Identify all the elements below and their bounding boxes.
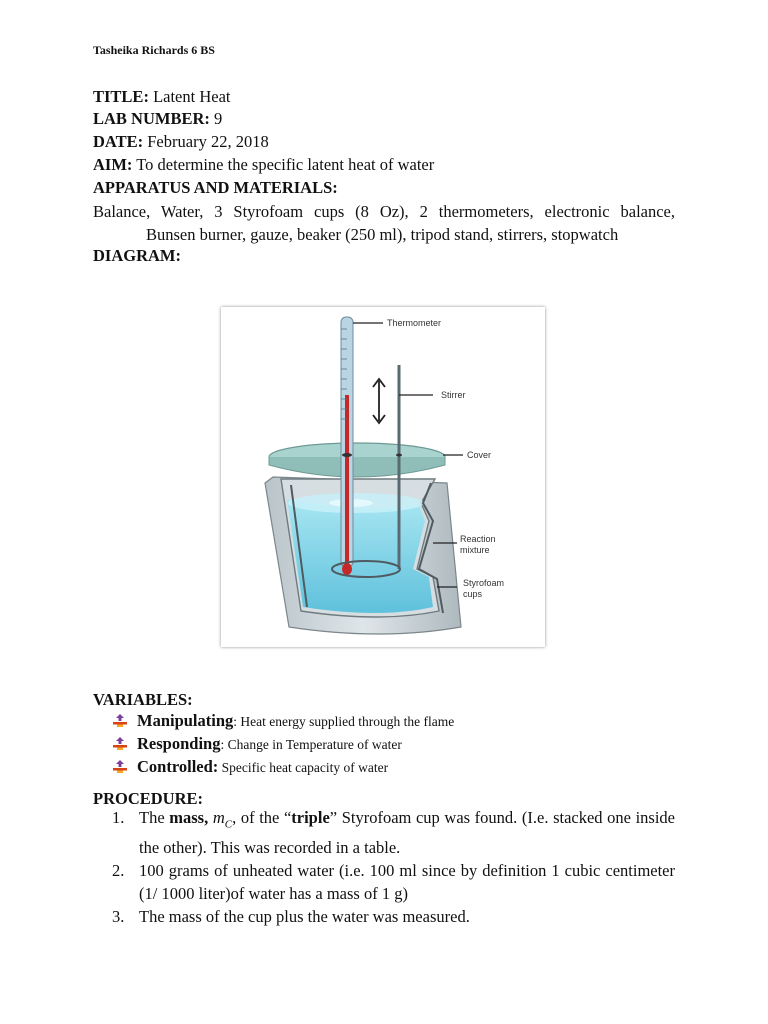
water (287, 499, 433, 613)
variable-description: Heat energy supplied through the flame (237, 714, 455, 729)
variable-responding (113, 732, 454, 755)
variables-list (113, 709, 454, 778)
date-value: February 22, 2018 (147, 132, 269, 151)
apparatus-line-1: Balance, Water, 3 Styrofoam cups (8 Oz), 2 thermometers, electronic balance, (93, 202, 675, 221)
label-stirrer: Stirrer (441, 390, 466, 400)
author-header: Tasheika Richards 6 BS (93, 43, 215, 57)
calorimeter-illustration (221, 307, 545, 647)
bullet-arrow-icon (113, 736, 127, 750)
label-styrofoam-1: Styrofoam (463, 578, 505, 588)
label-reaction-1: Reaction (460, 534, 496, 544)
date-line (93, 131, 269, 153)
step-text: 100 grams of unheated water (i.e. 100 ml since by definition 1 cubic centimeter (1/ 1000 liter)of water has a mass of 1 g) (139, 861, 675, 904)
title-line (93, 86, 230, 108)
procedure-step-3 (112, 905, 675, 928)
procedure-heading: PROCEDURE: (93, 789, 203, 808)
title-label: TITLE: (93, 87, 149, 106)
apparatus-diagram (221, 307, 545, 647)
label-styrofoam-2: cups (463, 589, 483, 599)
variables-heading: VARIABLES: (93, 690, 193, 709)
title-value: Latent Heat (153, 87, 231, 106)
variable-name: Controlled: (137, 757, 219, 776)
aim-line (93, 154, 434, 176)
variable-name: Manipulating (137, 711, 234, 730)
step-text: The mass, $m_C$, of the “triple” Styrofoam cup was found. (I.e. stacked one inside the other). This was recorded in a table. (139, 808, 675, 858)
variable-colon: : (220, 737, 225, 752)
aim-label: AIM: (93, 155, 133, 174)
label-thermometer: Thermometer (387, 318, 442, 328)
variable-name: Responding (137, 734, 221, 753)
step-number: 1. (112, 808, 125, 827)
lab-number-value: 9 (214, 109, 223, 128)
apparatus-heading: APPARATUS AND MATERIALS: (93, 178, 338, 197)
bullet-arrow-icon (113, 713, 127, 727)
variable-controlled (113, 755, 454, 778)
lab-number-line (93, 108, 222, 130)
step-number: 3. (112, 907, 125, 927)
apparatus-line-2: Bunsen burner, gauze, beaker (250 ml), tripod stand, stirrers, stopwatch (146, 225, 619, 244)
step-text: The mass of the cup plus the water was measured. (139, 907, 470, 927)
aim-value: To determine the specific latent heat of water (136, 155, 435, 174)
label-cover: Cover (467, 450, 492, 460)
procedure-step-2 (112, 859, 675, 905)
variable-manipulating (113, 709, 454, 732)
stirrer-motion-arrow (373, 379, 385, 423)
step-number: 2. (112, 861, 125, 881)
diagram-heading: DIAGRAM: (93, 246, 181, 265)
variable-description: Specific heat capacity of water (218, 760, 389, 775)
lab-number-label: LAB NUMBER: (93, 109, 210, 128)
label-reaction-2: mixture (460, 545, 490, 555)
variable-colon: : (233, 714, 238, 729)
apparatus-list (93, 200, 675, 246)
procedure-step-1 (112, 806, 675, 859)
procedure-list (112, 806, 675, 928)
variable-description: Change in Temperature of water (224, 737, 402, 752)
bullet-arrow-icon (113, 759, 127, 773)
date-label: DATE: (93, 132, 144, 151)
thermometer-mercury (345, 395, 349, 565)
